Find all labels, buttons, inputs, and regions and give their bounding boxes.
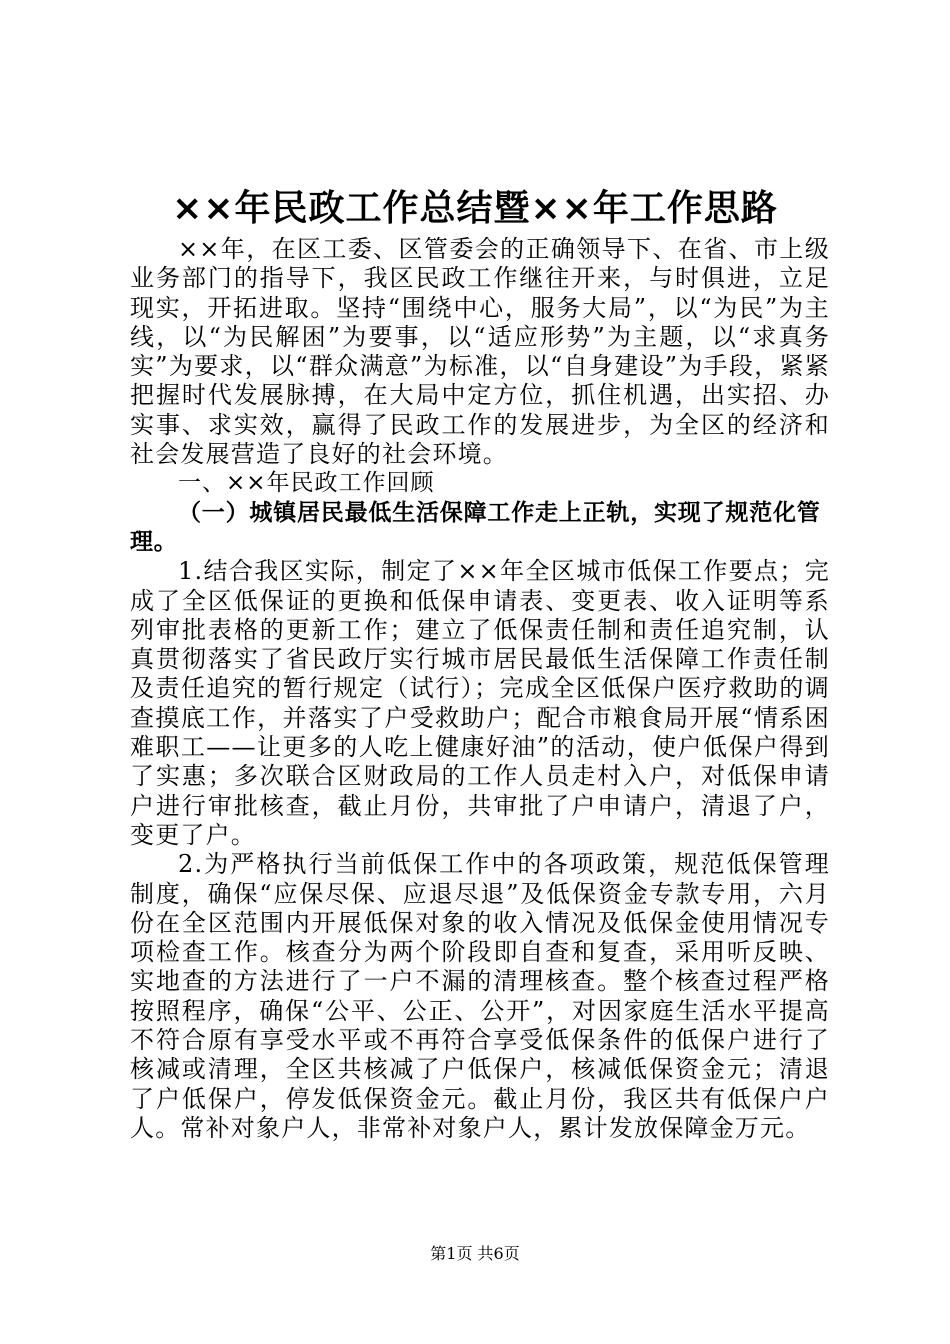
page-footer: 第1页 共6页 [430,1244,520,1263]
item-1-paragraph: 1.结合我区实际，制定了××年全区城市低保工作要点；完成了全区低保证的更换和低保申请表、变更表、收入证明等系列审批表格的更新工作；建立了低保责任制和责任追究制，认真贯彻落实了省民政厅实行城市居民最低生活保障工作责任制及责任追究的暂行规定（试行）；完成全区低保户医疗救助的调查摸底工作，并落实了户受救助户；配合市粮食局开展“情系困难职工——让更多的人吃上健康好油”的活动，使户低保户得到了实惠；多次联合区财政局的工作人员走村入户，对低保申请户进行审批核查，截止月份，共审批了户申请户，清退了户，变更了户。 [130,557,830,849]
intro-paragraph: ××年，在区工委、区管委会的正确领导下、在省、市上级业务部门的指导下，我区民政工作继往开来，与时俱进，立足现实，开拓进取。坚持“围绕中心，服务大局”，以“为民”为主线，以“为民解困”为要事，以“适应形势”为主题，以“求真务实”为要求，以“群众满意”为标准，以“自身建设”为手段，紧紧把握时代发展脉搏，在大局中定方位，抓住机遇，出实招、办实事、求实效，赢得了民政工作的发展进步，为全区的经济和社会发展营造了良好的社会环境。 [130,235,830,469]
subsection-heading: （一）城镇居民最低生活保障工作走上正轨，实现了规范化管理。 [130,499,821,555]
section-heading: 一、××年民政工作回顾 [178,470,435,497]
item-2-paragraph: 2.为严格执行当前低保工作中的各项政策，规范低保管理制度，确保“应保尽保、应退尽退”及低保资金专款专用，六月份在全区范围内开展低保对象的收入情况及低保金使用情况专项检查工作。核查分为两个阶段即自查和复查，采用听反映、实地查的方法进行了一户不漏的清理核查。整个核查过程严格按照程序，确保“公平、公正、公开”，对因家庭生活水平提高不符合原有享受水平或不再符合享受低保条件的低保户进行了核减或清理，全区共核减了户低保户，核减低保资金元；清退了户低保户，停发低保资金元。截止月份，我区共有低保户户人。常补对象户人，非常补对象户人，累计发放保障金万元。 [130,850,830,1142]
document-title: ××年民政工作总结暨××年工作思路 [172,188,778,229]
document-body [130,235,830,1143]
